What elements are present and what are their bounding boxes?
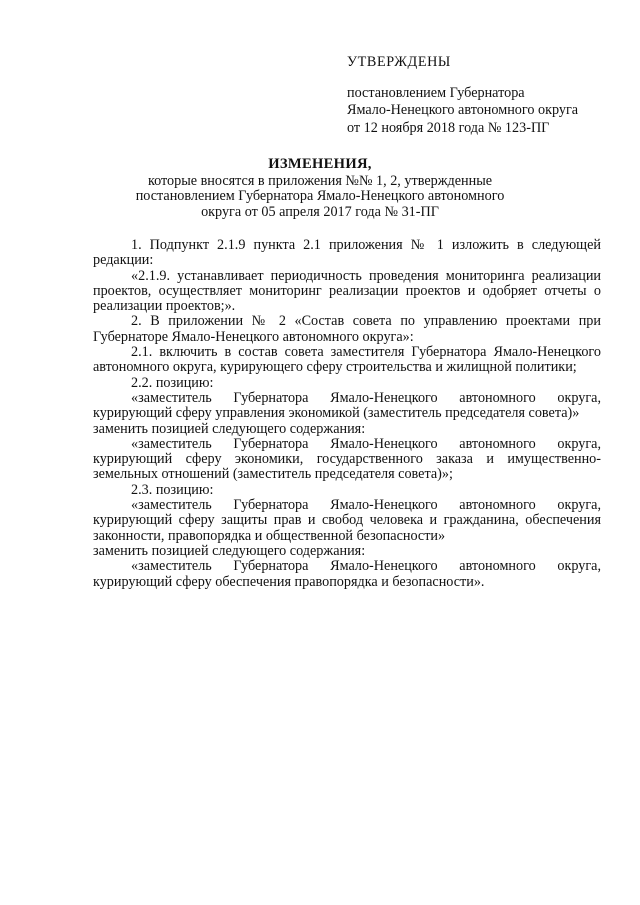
paragraph-item-2: 2. В приложении № 2 «Состав совета по управлению проектами при Губернаторе Ямало-Ненецкого автономного округа»:: [93, 313, 601, 345]
approval-line-2: Ямало-Ненецкого автономного округа: [347, 102, 579, 118]
approval-line-3: от 12 ноября 2018 года № 123-ПГ: [347, 119, 550, 136]
paragraph-item-2-3: 2.3. позицию:: [131, 481, 214, 498]
paragraph-quote-new-position-2: «заместитель Губернатора Ямало-Ненецкого автономного округа, курирующий сферу обеспечения правопорядка и безопасности».: [93, 558, 601, 590]
document-subtitle-line-3: округа от 05 апреля 2017 года № 31-ПГ: [201, 203, 439, 220]
paragraph-item-2-1: 2.1. включить в состав совета заместителя Губернатора Ямало-Ненецкого автономного округа, курирующего сферу строительства и жилищной политики;: [93, 344, 601, 376]
document-title-block: [90, 157, 550, 220]
paragraph-item-1: 1. Подпункт 2.1.9 пункта 2.1 приложения № 1 изложить в следующей редакции:: [93, 237, 601, 269]
approval-heading: УТВЕРЖДЕНЫ: [347, 54, 451, 70]
paragraph-replace-instruction-1: заменить позицией следующего содержания:: [93, 420, 366, 437]
paragraph-quote-new-position-1: «заместитель Губернатора Ямало-Ненецкого автономного округа, курирующий сферу экономики, государственного заказа и имущественно-земельных отношений (заместитель председателя совета)»;: [93, 435, 601, 483]
paragraph-item-2-2: 2.2. позицию:: [131, 374, 214, 391]
approval-block: [347, 54, 617, 137]
document-subtitle-line-1: которые вносятся в приложения №№ 1, 2, утвержденные: [147, 172, 493, 189]
approval-line-1: постановлением Губернатора: [347, 84, 525, 101]
paragraph-quote-old-position-2: «заместитель Губернатора Ямало-Ненецкого автономного округа, курирующий сферу защиты прав и свобод человека и гражданина, обеспечения законности, правопорядка и общественной безопасности»: [93, 497, 601, 544]
document-subtitle-line-2: постановлением Губернатора Ямало-Ненецкого автономного: [135, 188, 505, 204]
document-title: ИЗМЕНЕНИЯ,: [268, 156, 372, 172]
document-body: [93, 238, 601, 590]
paragraph-replace-instruction-2: заменить позицией следующего содержания:: [93, 542, 366, 559]
paragraph-quote-2-1-9: «2.1.9. устанавливает периодичность проведения мониторинга реализации проектов, осуществляет мониторинг реализации проектов и одобряет отчеты о реализации проектов;».: [93, 267, 601, 315]
paragraph-quote-old-position-1: «заместитель Губернатора Ямало-Ненецкого автономного округа, курирующий сферу управления экономикой (заместитель председателя совета)»: [93, 389, 601, 422]
